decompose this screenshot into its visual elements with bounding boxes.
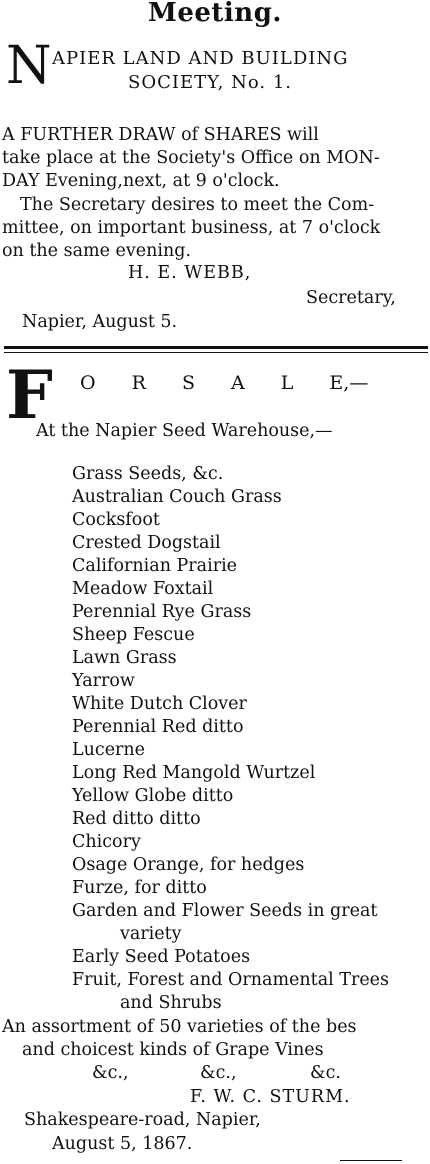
- drop-cap-f: F: [6, 356, 53, 434]
- list-item: White Dutch Clover: [72, 694, 247, 714]
- notice1-title-line2: SOCIETY, No. 1.: [128, 72, 293, 93]
- list-item: Long Red Mangold Wurtzel: [72, 763, 316, 783]
- list-item: Yellow Globe ditto: [72, 786, 234, 806]
- list-item-continuation: and Shrubs: [120, 993, 222, 1013]
- list-item: Yarrow: [72, 671, 135, 691]
- closing-rule: [340, 1160, 402, 1161]
- list-item: Red ditto ditto: [72, 809, 201, 829]
- notice1-dateline: Napier, August 5.: [22, 312, 178, 332]
- notice2-intro: At the Napier Seed Warehouse,—: [36, 421, 333, 441]
- list-item: Crested Dogstail: [72, 533, 221, 553]
- notice1-body-line: A FURTHER DRAW of SHARES will: [2, 125, 319, 145]
- notice2-signer: F. W. C. STURM.: [190, 1087, 351, 1107]
- list-item: Osage Orange, for hedges: [72, 855, 305, 875]
- notice1-body-line: on the same evening.: [2, 241, 192, 261]
- list-item-continuation: variety: [120, 924, 182, 944]
- list-item: Early Seed Potatoes: [72, 947, 251, 967]
- list-item: Perennial Red ditto: [72, 717, 244, 737]
- notice1-signer: H. E. WEBB,: [128, 263, 252, 283]
- list-item: Fruit, Forest and Ornamental Trees: [72, 970, 390, 990]
- notice1-title-line1: APIER LAND AND BUILDING: [52, 48, 349, 69]
- page-heading: Meeting.: [148, 0, 282, 28]
- list-item: Meadow Foxtail: [72, 579, 214, 599]
- list-item: Perennial Rye Grass: [72, 602, 252, 622]
- list-item: Australian Couch Grass: [72, 487, 282, 507]
- list-item: Garden and Flower Seeds in great: [72, 901, 378, 921]
- list-item: Californian Prairie: [72, 556, 238, 576]
- notice1-body-line: mittee, on important business, at 7 o'clock: [2, 218, 381, 238]
- notice2-title: O R S A L E,—: [80, 372, 369, 394]
- list-item: Furze, for ditto: [72, 878, 207, 898]
- assortment-line: and choicest kinds of Grape Vines: [22, 1040, 324, 1060]
- list-item: Lawn Grass: [72, 648, 177, 668]
- divider-thin: [4, 352, 428, 353]
- list-item: Cocksfoot: [72, 510, 160, 530]
- etc-text: &c.,: [92, 1063, 129, 1083]
- etc-text: &c.: [310, 1063, 341, 1083]
- list-item: Grass Seeds, &c.: [72, 464, 224, 484]
- divider-thick: [4, 346, 428, 349]
- list-item: Lucerne: [72, 740, 146, 760]
- notice1-body-line: take place at the Society's Office on MON-: [2, 148, 380, 168]
- notice2-address: Shakespeare-road, Napier,: [24, 1110, 261, 1130]
- notice1-body-line: The Secretary desires to meet the Com-: [20, 195, 375, 215]
- drop-cap-n: N: [6, 36, 52, 96]
- notice1-body-line: DAY Evening,next, at 9 o'clock.: [2, 171, 280, 191]
- notice1-signer-title: Secretary,: [306, 288, 396, 308]
- list-item: Sheep Fescue: [72, 625, 195, 645]
- notice2-date: August 5, 1867.: [52, 1134, 193, 1154]
- assortment-line: An assortment of 50 varieties of the bes: [2, 1017, 357, 1037]
- list-item: Chicory: [72, 832, 141, 852]
- etc-text: &c.,: [200, 1063, 237, 1083]
